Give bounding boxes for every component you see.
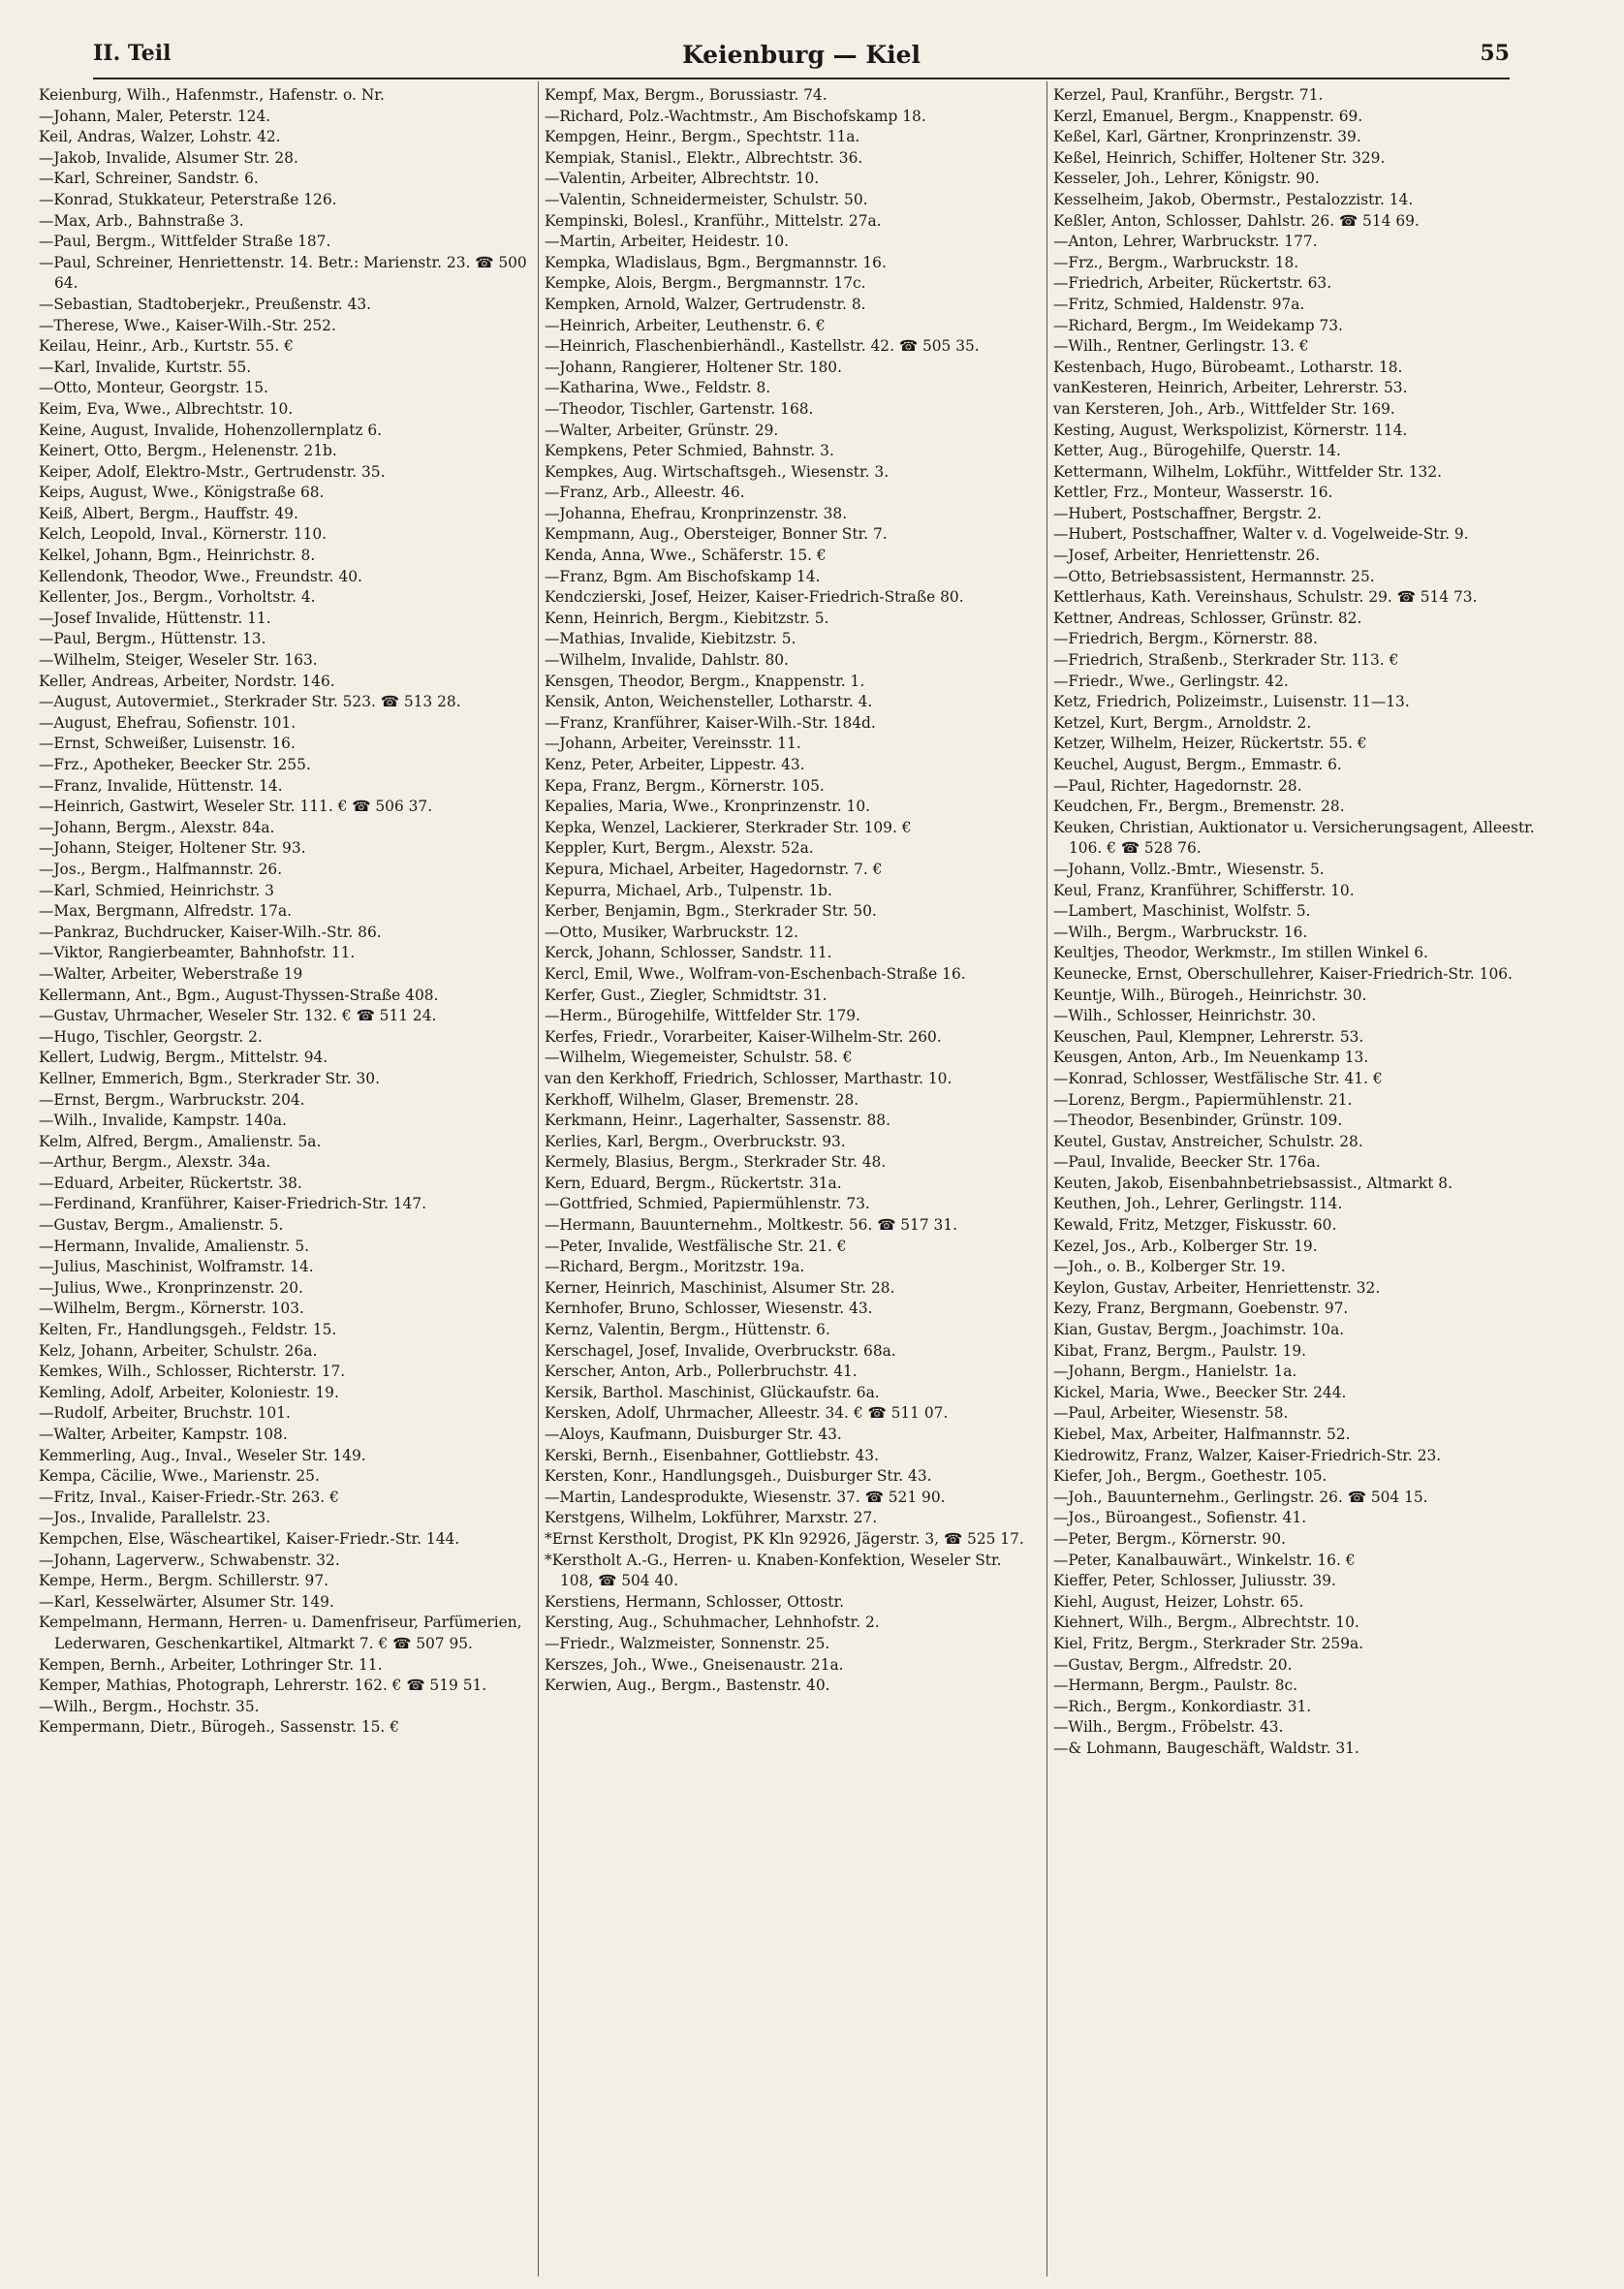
directory-entry: —Johann, Bergm., Hanielstr. 1a. — [1053, 1363, 1297, 1381]
directory-entry: Keips, August, Wwe., Königstraße 68. — [39, 484, 325, 502]
directory-entry: Kiehnert, Wilh., Bergm., Albrechtstr. 10. — [1053, 1614, 1359, 1632]
directory-entry: Kersting, Aug., Schuhmacher, Lehnhofstr. 2. — [545, 1614, 880, 1632]
directory-entry: —Walter, Arbeiter, Grünstr. 29. — [545, 421, 779, 439]
directory-entry: —Gottfried, Schmied, Papiermühlenstr. 73. — [545, 1195, 870, 1213]
directory-entry: Keultjes, Theodor, Werkmstr., Im stillen Winkel 6. — [1053, 944, 1428, 962]
directory-entry: Kern, Eduard, Bergm., Rückertstr. 31a. — [545, 1174, 842, 1192]
directory-entry: —Karl, Schreiner, Sandstr. 6. — [39, 170, 259, 188]
directory-entry: Kemper, Mathias, Photograph, Lehrerstr. 162. € ☎ 519 51. — [39, 1677, 487, 1695]
directory-entry: Keylon, Gustav, Arbeiter, Henriettenstr. 32. — [1053, 1278, 1381, 1297]
directory-entry: Kian, Gustav, Bergm., Joachimstr. 10a. — [1053, 1321, 1345, 1339]
directory-entry: Keusgen, Anton, Arb., Im Neuenkamp 13. — [1053, 1049, 1369, 1067]
directory-entry: Kempermann, Dietr., Bürogeh., Sassenstr. 15. € — [39, 1718, 400, 1737]
directory-entry: —Therese, Wwe., Kaiser-Wilh.-Str. 252. — [39, 316, 336, 334]
directory-entry: —Konrad, Stukkateur, Peterstraße 126. — [39, 190, 337, 208]
directory-entry: Kesting, August, Werkspolizist, Körnerstr. 114. — [1053, 421, 1408, 439]
directory-entry: —Hugo, Tischler, Georgstr. 2. — [39, 1027, 263, 1046]
directory-entry: —Jos., Büroangest., Sofienstr. 41. — [1053, 1509, 1307, 1527]
directory-entry: Keiß, Albert, Bergm., Hauffstr. 49. — [39, 504, 298, 522]
directory-entry: Kepa, Franz, Bergm., Körnerstr. 105. — [545, 776, 825, 795]
directory-entry: Kellert, Ludwig, Bergm., Mittelstr. 94. — [39, 1049, 328, 1067]
directory-entry: Keiper, Adolf, Elektro-Mstr., Gertrudenstr. 35. — [39, 462, 386, 481]
entry-list — [39, 85, 531, 1739]
directory-entry: Kempinski, Bolesl., Kranführ., Mittelstr. 27a. — [545, 211, 882, 230]
directory-entry: Kezy, Franz, Bergmann, Goebenstr. 97. — [1053, 1300, 1349, 1318]
directory-entry: —Hubert, Postschaffner, Bergstr. 2. — [1053, 504, 1322, 522]
directory-entry: Kempka, Wladislaus, Bgm., Bergmannstr. 16. — [545, 253, 887, 271]
directory-entry: Keil, Andras, Walzer, Lohstr. 42. — [39, 128, 281, 146]
directory-entry: —Rich., Bergm., Konkordiastr. 31. — [1053, 1697, 1312, 1715]
directory-entry: Kettner, Andreas, Schlosser, Grünstr. 82. — [1053, 609, 1362, 627]
directory-entry: Kelten, Fr., Handlungsgeh., Feldstr. 15. — [39, 1321, 337, 1339]
directory-entry: Kiel, Fritz, Bergm., Sterkrader Str. 259a. — [1053, 1634, 1364, 1652]
directory-entry: Kiehl, August, Heizer, Lohstr. 65. — [1053, 1592, 1304, 1611]
directory-entry: —Gustav, Uhrmacher, Weseler Str. 132. € ☎ 511 24. — [39, 1007, 437, 1025]
directory-entry: —Richard, Bergm., Im Weidekamp 73. — [1053, 316, 1343, 334]
directory-entry: —Otto, Musiker, Warbruckstr. 12. — [545, 923, 798, 941]
column-3 — [1053, 85, 1547, 2275]
directory-entry: —Jos., Invalide, Parallelstr. 23. — [39, 1509, 271, 1527]
directory-entry: —Paul, Arbeiter, Wiesenstr. 58. — [1053, 1404, 1289, 1423]
directory-entry: —August, Autovermiet., Sterkrader Str. 523. ☎ 513 28. — [39, 693, 461, 711]
directory-entry: Kerner, Heinrich, Maschinist, Alsumer Str. 28. — [545, 1278, 895, 1297]
directory-entry: Keunecke, Ernst, Oberschullehrer, Kaiser-Friedrich-Str. 106. — [1053, 964, 1513, 983]
directory-entry: —Joh., Bauunternehm., Gerlingstr. 26. ☎ 504 15. — [1053, 1488, 1428, 1506]
directory-entry: —Ferdinand, Kranführer, Kaiser-Friedrich-Str. 147. — [39, 1195, 427, 1213]
page-number: 55 — [1480, 41, 1510, 66]
directory-entry: —Joh., o. B., Kolberger Str. 19. — [1053, 1258, 1286, 1276]
page-header — [93, 41, 1510, 74]
directory-entry: Keudchen, Fr., Bergm., Bremenstr. 28. — [1053, 798, 1345, 816]
directory-entry: Kiebel, Max, Arbeiter, Halfmannstr. 52. — [1053, 1426, 1351, 1443]
directory-entry: —Jos., Bergm., Halfmannstr. 26. — [39, 860, 283, 878]
directory-entry: Kiedrowitz, Franz, Walzer, Kaiser-Friedrich-Str. 23. — [1053, 1446, 1442, 1464]
directory-entry: —Sebastian, Stadtoberjekr., Preußenstr. 43. — [39, 295, 372, 313]
directory-entry: —Wilh., Schlosser, Heinrichstr. 30. — [1053, 1007, 1317, 1025]
directory-entry: —Wilh., Rentner, Gerlingstr. 13. € — [1053, 337, 1309, 356]
directory-entry: Kesselheim, Jakob, Obermstr., Pestalozzistr. 14. — [1053, 190, 1414, 208]
directory-entry: Kemmerling, Aug., Inval., Weseler Str. 149. — [39, 1446, 366, 1464]
directory-entry: —Hermann, Bauunternehm., Moltkestr. 56. ☎ 517 31. — [545, 1216, 958, 1235]
directory-entry: Kerkmann, Heinr., Lagerhalter, Sassenstr. 88. — [545, 1112, 890, 1130]
directory-entry: —Fritz, Inval., Kaiser-Friedr.-Str. 263. € — [39, 1488, 339, 1506]
directory-entry: Ketzel, Kurt, Bergm., Arnoldstr. 2. — [1053, 713, 1312, 732]
directory-entry: —Friedr., Walzmeister, Sonnenstr. 25. — [545, 1634, 830, 1652]
directory-entry: Ketter, Aug., Bürogehilfe, Querstr. 14. — [1053, 442, 1341, 460]
column-2 — [545, 85, 1039, 2275]
directory-entry: —Konrad, Schlosser, Westfälische Str. 41. € — [1053, 1069, 1383, 1087]
directory-entry: Kerscher, Anton, Arb., Pollerbruchstr. 41. — [545, 1363, 858, 1381]
directory-entry: —Peter, Kanalbauwärt., Winkelstr. 16. € — [1053, 1551, 1356, 1569]
directory-entry: —Gustav, Bergm., Amalienstr. 5. — [39, 1216, 284, 1235]
directory-entry: —Lorenz, Bergm., Papiermühlenstr. 21. — [1053, 1090, 1353, 1109]
directory-entry: —Ernst, Bergm., Warbruckstr. 204. — [39, 1090, 305, 1109]
directory-entry: Kepalies, Maria, Wwe., Kronprinzenstr. 10. — [545, 798, 871, 816]
directory-entry: —Wilh., Bergm., Fröbelstr. 43. — [1053, 1718, 1284, 1737]
directory-entry: —Paul, Invalide, Beecker Str. 176a. — [1053, 1153, 1321, 1172]
running-title: Keienburg — Kiel — [681, 41, 921, 69]
directory-entry: —Anton, Lehrer, Warbruckstr. 177. — [1053, 233, 1318, 251]
directory-entry: —Peter, Bergm., Körnerstr. 90. — [1053, 1529, 1286, 1548]
entry-list — [545, 85, 1039, 1697]
directory-entry: —Max, Arb., Bahnstraße 3. — [39, 211, 244, 230]
directory-entry: —Arthur, Bergm., Alexstr. 34a. — [39, 1153, 271, 1172]
directory-entry: Kellner, Emmerich, Bgm., Sterkrader Str. 30. — [39, 1069, 380, 1087]
directory-entry: Kempf, Max, Bergm., Borussiastr. 74. — [545, 86, 828, 104]
directory-entry: Kempkes, Aug. Wirtschaftsgeh., Wiesenstr. 3. — [545, 462, 890, 481]
directory-entry: Kempelmann, Hermann, Herren- u. Damenfriseur, Parfümerien, Lederwaren, Geschenkartikel, Altmarkt 7. € ☎ 507 95. — [39, 1614, 522, 1652]
directory-entry: Kersken, Adolf, Uhrmacher, Alleestr. 34. € ☎ 511 07. — [545, 1404, 949, 1423]
directory-entry: Kezel, Jos., Arb., Kolberger Str. 19. — [1053, 1237, 1318, 1255]
directory-entry: Kerzel, Paul, Kranführ., Bergstr. 71. — [1053, 86, 1324, 104]
directory-entry: —Hermann, Invalide, Amalienstr. 5. — [39, 1237, 310, 1255]
directory-entry: Kenda, Anna, Wwe., Schäferstr. 15. € — [545, 547, 827, 565]
directory-entry: Kerber, Benjamin, Bgm., Sterkrader Str. 50. — [545, 902, 877, 921]
directory-entry: —& Lohmann, Baugeschäft, Waldstr. 31. — [1053, 1739, 1359, 1757]
directory-entry: —Josef Invalide, Hüttenstr. 11. — [39, 609, 271, 627]
directory-entry: Keuken, Christian, Auktionator u. Versicherungsagent, Alleestr. 106. € ☎ 528 76. — [1053, 818, 1535, 858]
directory-entry: —Heinrich, Gastwirt, Weseler Str. 111. € ☎ 506 37. — [39, 798, 433, 816]
directory-entry: —Paul, Richter, Hagedornstr. 28. — [1053, 776, 1302, 795]
directory-entry: —Johann, Lagerverw., Schwabenstr. 32. — [39, 1551, 340, 1569]
directory-entry: Kempa, Cäcilie, Wwe., Marienstr. 25. — [39, 1467, 320, 1486]
directory-entry: Kettler, Frz., Monteur, Wasserstr. 16. — [1053, 484, 1333, 502]
directory-entry: Keul, Franz, Kranführer, Schifferstr. 10. — [1053, 881, 1355, 899]
directory-entry: Kempken, Arnold, Walzer, Gertrudenstr. 8. — [545, 295, 866, 313]
directory-entry: —Lambert, Maschinist, Wolfstr. 5. — [1053, 902, 1311, 921]
column-divider — [538, 81, 539, 2276]
directory-entry: Keuthen, Joh., Lehrer, Gerlingstr. 114. — [1053, 1195, 1343, 1213]
directory-entry: Kelch, Leopold, Inval., Körnerstr. 110. — [39, 525, 328, 544]
directory-entry: —Heinrich, Flaschenbierhändl., Kastellstr. 42. ☎ 505 35. — [545, 337, 980, 356]
directory-entry: —Karl, Invalide, Kurtstr. 55. — [39, 358, 252, 376]
directory-entry: Kempkens, Peter Schmied, Bahnstr. 3. — [545, 442, 834, 460]
directory-entry: Kenz, Peter, Arbeiter, Lippestr. 43. — [545, 756, 805, 773]
directory-entry: —Karl, Kesselwärter, Alsumer Str. 149. — [39, 1592, 334, 1611]
directory-entry: —Johann, Vollz.-Bmtr., Wiesenstr. 5. — [1053, 860, 1325, 878]
directory-entry: —Katharina, Wwe., Feldstr. 8. — [545, 379, 771, 397]
directory-entry: *Kerstholt A.-G., Herren- u. Knaben-Konfektion, Weseler Str. 108, ☎ 504 40. — [545, 1551, 1002, 1590]
directory-entry: Keutel, Gustav, Anstreicher, Schulstr. 28. — [1053, 1132, 1363, 1150]
directory-entry: —Wilhelm, Bergm., Körnerstr. 103. — [39, 1300, 304, 1318]
directory-entry: Kenn, Heinrich, Bergm., Kiebitzstr. 5. — [545, 609, 829, 627]
directory-entry: —Julius, Maschinist, Wolframstr. 14. — [39, 1258, 314, 1276]
directory-entry: —Friedrich, Arbeiter, Rückertstr. 63. — [1053, 274, 1332, 293]
directory-entry: Kepka, Wenzel, Lackierer, Sterkrader Str. 109. € — [545, 818, 912, 836]
directory-entry: —Theodor, Besenbinder, Grünstr. 109. — [1053, 1112, 1343, 1130]
directory-entry: Kibat, Franz, Bergm., Paulstr. 19. — [1053, 1341, 1307, 1360]
directory-entry: Kensik, Anton, Weichensteller, Lotharstr. 4. — [545, 693, 873, 711]
directory-entry: —Paul, Bergm., Wittfelder Straße 187. — [39, 233, 331, 251]
directory-entry: —Wilhelm, Steiger, Weseler Str. 163. — [39, 651, 318, 670]
directory-entry: Kerzl, Emanuel, Bergm., Knappenstr. 69. — [1053, 107, 1363, 125]
directory-entry: —Martin, Landesprodukte, Wiesenstr. 37. ☎ 521 90. — [545, 1488, 946, 1506]
directory-entry: —Franz, Arb., Alleestr. 46. — [545, 484, 745, 502]
header-rule — [93, 78, 1510, 79]
directory-entry: Kestenbach, Hugo, Bürobeamt., Lotharstr. 18. — [1053, 358, 1403, 376]
directory-entry: —Otto, Betriebsassistent, Hermannstr. 25. — [1053, 567, 1375, 585]
directory-entry: —Karl, Schmied, Heinrichstr. 3 — [39, 881, 274, 899]
directory-entry: —Max, Bergmann, Alfredstr. 17a. — [39, 902, 293, 921]
directory-entry: Kempen, Bernh., Arbeiter, Lothringer Str. 11. — [39, 1655, 383, 1674]
directory-entry: Kepura, Michael, Arbeiter, Hagedornstr. 7. € — [545, 860, 883, 878]
directory-entry: —August, Ehefrau, Sofienstr. 101. — [39, 713, 297, 732]
directory-entry: Kellenter, Jos., Bergm., Vorholtstr. 4. — [39, 588, 316, 607]
directory-entry: Keine, August, Invalide, Hohenzollernplatz 6. — [39, 421, 383, 439]
directory-entry: —Johann, Rangierer, Holtener Str. 180. — [545, 358, 842, 376]
directory-entry: —Franz, Kranführer, Kaiser-Wilh.-Str. 184d. — [545, 713, 876, 732]
directory-entry: —Walter, Arbeiter, Kampstr. 108. — [39, 1426, 288, 1443]
directory-entry: van den Kerkhoff, Friedrich, Schlosser, Marthastr. 10. — [545, 1069, 953, 1087]
directory-entry: —Fritz, Schmied, Haldenstr. 97a. — [1053, 295, 1305, 313]
directory-entry: Keßler, Anton, Schlosser, Dahlstr. 26. ☎ 514 69. — [1053, 211, 1420, 230]
directory-entry: —Richard, Polz.-Wachtmstr., Am Bischofskamp 18. — [545, 107, 926, 125]
directory-entry: —Pankraz, Buchdrucker, Kaiser-Wilh.-Str. 86. — [39, 923, 382, 941]
directory-entry: —Valentin, Arbeiter, Albrechtstr. 10. — [545, 170, 820, 188]
directory-entry: Ketzer, Wilhelm, Heizer, Rückertstr. 55. € — [1053, 735, 1367, 753]
directory-entry: Kerkhoff, Wilhelm, Glaser, Bremenstr. 28. — [545, 1090, 859, 1109]
directory-entry: —Jakob, Invalide, Alsumer Str. 28. — [39, 148, 298, 167]
directory-entry: Kemkes, Wilh., Schlosser, Richterstr. 17. — [39, 1363, 346, 1381]
directory-entry: Kernhofer, Bruno, Schlosser, Wiesenstr. 43. — [545, 1300, 873, 1318]
directory-entry: Kempe, Herm., Bergm. Schillerstr. 97. — [39, 1572, 329, 1590]
directory-entry: Kempgen, Heinr., Bergm., Spechtstr. 11a. — [545, 128, 860, 146]
directory-entry: —Johann, Bergm., Alexstr. 84a. — [39, 818, 275, 836]
directory-entry: —Friedr., Wwe., Gerlingstr. 42. — [1053, 672, 1289, 690]
directory-entry: —Mathias, Invalide, Kiebitzstr. 5. — [545, 630, 796, 648]
directory-entry: Kerck, Johann, Schlosser, Sandstr. 11. — [545, 944, 832, 962]
directory-entry: —Rudolf, Arbeiter, Bruchstr. 101. — [39, 1404, 291, 1423]
directory-entry: —Wilhelm, Wiegemeister, Schulstr. 58. € — [545, 1049, 853, 1067]
directory-entry: —Richard, Bergm., Moritzstr. 19a. — [545, 1258, 805, 1276]
directory-entry: Kerwien, Aug., Bergm., Bastenstr. 40. — [545, 1677, 830, 1695]
directory-entry: Kerfer, Gust., Ziegler, Schmidtstr. 31. — [545, 986, 828, 1004]
directory-entry: —Aloys, Kaufmann, Duisburger Str. 43. — [545, 1426, 842, 1443]
directory-entry: Kendczierski, Josef, Heizer, Kaiser-Friedrich-Straße 80. — [545, 588, 964, 607]
directory-entry: —Otto, Monteur, Georgstr. 15. — [39, 379, 268, 397]
directory-entry: —Wilh., Bergm., Warbruckstr. 16. — [1053, 923, 1308, 941]
directory-entry: Kempmann, Aug., Obersteiger, Bonner Str. 7. — [545, 525, 888, 544]
directory-entry: *Ernst Kerstholt, Drogist, PK Kln 92926, Jägerstr. 3, ☎ 525 17. — [545, 1529, 1024, 1548]
directory-entry: —Hubert, Postschaffner, Walter v. d. Vogelweide-Str. 9. — [1053, 525, 1469, 544]
directory-entry: —Wilh., Invalide, Kampstr. 140a. — [39, 1112, 287, 1130]
directory-entry: —Paul, Schreiner, Henriettenstr. 14. Betr.: Marienstr. 23. ☎ 500 64. — [39, 253, 527, 293]
directory-entry: Kewald, Fritz, Metzger, Fiskusstr. 60. — [1053, 1216, 1337, 1235]
directory-entry: —Johann, Steiger, Holtener Str. 93. — [39, 839, 306, 858]
directory-entry: Kiefer, Joh., Bergm., Goethestr. 105. — [1053, 1467, 1327, 1486]
directory-entry: Kellendonk, Theodor, Wwe., Freundstr. 40. — [39, 567, 362, 585]
directory-entry: —Viktor, Rangierbeamter, Bahnhofstr. 11. — [39, 944, 356, 962]
directory-entry: Keuntje, Wilh., Bürogeh., Heinrichstr. 30. — [1053, 986, 1367, 1004]
directory-entry: Keßel, Heinrich, Schiffer, Holtener Str. 329. — [1053, 148, 1386, 167]
directory-entry: Keuchel, August, Bergm., Emmastr. 6. — [1053, 756, 1342, 773]
directory-entry: Kempiak, Stanisl., Elektr., Albrechtstr. 36. — [545, 148, 863, 167]
directory-entry: Kellermann, Ant., Bgm., August-Thyssen-Straße 408. — [39, 986, 439, 1004]
directory-entry: Keuschen, Paul, Klempner, Lehrerstr. 53. — [1053, 1027, 1364, 1046]
directory-entry: Kettlerhaus, Kath. Vereinshaus, Schulstr. 29. ☎ 514 73. — [1053, 588, 1478, 607]
directory-entry: —Gustav, Bergm., Alfredstr. 20. — [1053, 1655, 1293, 1674]
directory-entry: Kersten, Konr., Handlungsgeh., Duisburger Str. 43. — [545, 1467, 932, 1486]
directory-entry: Keinert, Otto, Bergm., Helenenstr. 21b. — [39, 442, 337, 460]
directory-entry: —Wilhelm, Invalide, Dahlstr. 80. — [545, 651, 789, 670]
column-1 — [39, 85, 531, 2275]
directory-entry: —Eduard, Arbeiter, Rückertstr. 38. — [39, 1174, 302, 1192]
directory-entry: Kerstiens, Hermann, Schlosser, Ottostr. — [545, 1592, 845, 1611]
directory-entry: —Frz., Bergm., Warbruckstr. 18. — [1053, 253, 1299, 271]
directory-entry: Kensgen, Theodor, Bergm., Knappenstr. 1. — [545, 672, 865, 690]
directory-entry: Keim, Eva, Wwe., Albrechtstr. 10. — [39, 399, 294, 418]
directory-entry: —Johann, Maler, Peterstr. 124. — [39, 107, 271, 125]
directory-entry: Kempchen, Else, Wäscheartikel, Kaiser-Friedr.-Str. 144. — [39, 1529, 460, 1548]
directory-entry: —Theodor, Tischler, Gartenstr. 168. — [545, 399, 814, 418]
directory-entry: Kernz, Valentin, Bergm., Hüttenstr. 6. — [545, 1321, 830, 1339]
directory-entry: Keilau, Heinr., Arb., Kurtstr. 55. € — [39, 337, 294, 356]
section-label: II. Teil — [93, 41, 172, 66]
directory-entry: —Walter, Arbeiter, Weberstraße 19 — [39, 964, 303, 983]
directory-entry: —Franz, Bgm. Am Bischofskamp 14. — [545, 567, 821, 585]
column-divider — [1046, 81, 1047, 2276]
directory-entry: —Martin, Arbeiter, Heidestr. 10. — [545, 233, 790, 251]
directory-entry: Keller, Andreas, Arbeiter, Nordstr. 146. — [39, 672, 335, 690]
directory-entry: van Kersteren, Joh., Arb., Wittfelder Str. 169. — [1053, 399, 1395, 418]
directory-entry: Keienburg, Wilh., Hafenmstr., Hafenstr. o. Nr. — [39, 86, 385, 104]
directory-entry: Keuten, Jakob, Eisenbahnbetriebsassist., Altmarkt 8. — [1053, 1174, 1452, 1192]
directory-entry: Kerszes, Joh., Wwe., Gneisenaustr. 21a. — [545, 1655, 844, 1674]
directory-entry: Ketz, Friedrich, Polizeimstr., Luisenstr. 11—13. — [1053, 693, 1410, 711]
directory-entry: Kersik, Barthol. Maschinist, Glückaufstr. 6a. — [545, 1383, 880, 1401]
directory-entry: Kerschagel, Josef, Invalide, Overbruckstr. 68a. — [545, 1341, 896, 1360]
directory-entry: —Friedrich, Straßenb., Sterkrader Str. 113. € — [1053, 651, 1399, 670]
directory-entry: —Herm., Bürogehilfe, Wittfelder Str. 179. — [545, 1007, 860, 1025]
directory-entry: —Wilh., Bergm., Hochstr. 35. — [39, 1697, 260, 1715]
directory-entry: Kerfes, Friedr., Vorarbeiter, Kaiser-Wilhelm-Str. 260. — [545, 1027, 942, 1046]
directory-entry: Kettermann, Wilhelm, Lokführ., Wittfelder Str. 132. — [1053, 462, 1443, 481]
directory-entry: Kerlies, Karl, Bergm., Overbruckstr. 93. — [545, 1132, 846, 1150]
directory-entry: Keßel, Karl, Gärtner, Kronprinzenstr. 39. — [1053, 128, 1361, 146]
directory-entry: —Johanna, Ehefrau, Kronprinzenstr. 38. — [545, 504, 848, 522]
directory-entry: —Johann, Arbeiter, Vereinsstr. 11. — [545, 735, 801, 753]
directory-entry: —Peter, Invalide, Westfälische Str. 21. € — [545, 1237, 847, 1255]
directory-entry: —Paul, Bergm., Hüttenstr. 13. — [39, 630, 266, 648]
directory-entry: Kieffer, Peter, Schlosser, Juliusstr. 39. — [1053, 1572, 1336, 1590]
directory-entry: Kermely, Blasius, Bergm., Sterkrader Str. 48. — [545, 1153, 887, 1172]
directory-entry: —Valentin, Schneidermeister, Schulstr. 50. — [545, 190, 868, 208]
directory-entry: —Ernst, Schweißer, Luisenstr. 16. — [39, 735, 296, 753]
directory-entry: Kelz, Johann, Arbeiter, Schulstr. 26a. — [39, 1341, 318, 1360]
directory-entry: —Heinrich, Arbeiter, Leuthenstr. 6. € — [545, 316, 826, 334]
directory-entry: Kelm, Alfred, Bergm., Amalienstr. 5a. — [39, 1132, 322, 1150]
directory-entry: Kerstgens, Wilhelm, Lokführer, Marxstr. 27. — [545, 1509, 878, 1527]
directory-entry: vanKesteren, Heinrich, Arbeiter, Lehrerstr. 53. — [1053, 379, 1408, 397]
entry-list — [1053, 85, 1547, 1760]
directory-entry: Kerski, Bernh., Eisenbahner, Gottliebstr. 43. — [545, 1446, 879, 1464]
directory-entry: Kercl, Emil, Wwe., Wolfram-von-Eschenbach-Straße 16. — [545, 964, 966, 983]
directory-entry: Kesseler, Joh., Lehrer, Königstr. 90. — [1053, 170, 1320, 188]
directory-entry: —Josef, Arbeiter, Henriettenstr. 26. — [1053, 547, 1321, 565]
directory-entry: Kickel, Maria, Wwe., Beecker Str. 244. — [1053, 1383, 1347, 1401]
directory-entry: Kepurra, Michael, Arb., Tulpenstr. 1b. — [545, 881, 832, 899]
directory-entry: Kelkel, Johann, Bgm., Heinrichstr. 8. — [39, 547, 316, 565]
directory-entry: —Franz, Invalide, Hüttenstr. 14. — [39, 776, 283, 795]
directory-entry: Keppler, Kurt, Bergm., Alexstr. 52a. — [545, 839, 814, 858]
directory-entry: Kemling, Adolf, Arbeiter, Koloniestr. 19. — [39, 1383, 339, 1401]
directory-entry: —Frz., Apotheker, Beecker Str. 255. — [39, 756, 311, 773]
directory-entry: —Julius, Wwe., Kronprinzenstr. 20. — [39, 1278, 303, 1297]
directory-entry: Kempke, Alois, Bergm., Bergmannstr. 17c. — [545, 274, 866, 293]
directory-entry: —Hermann, Bergm., Paulstr. 8c. — [1053, 1677, 1298, 1695]
directory-entry: —Friedrich, Bergm., Körnerstr. 88. — [1053, 630, 1318, 648]
